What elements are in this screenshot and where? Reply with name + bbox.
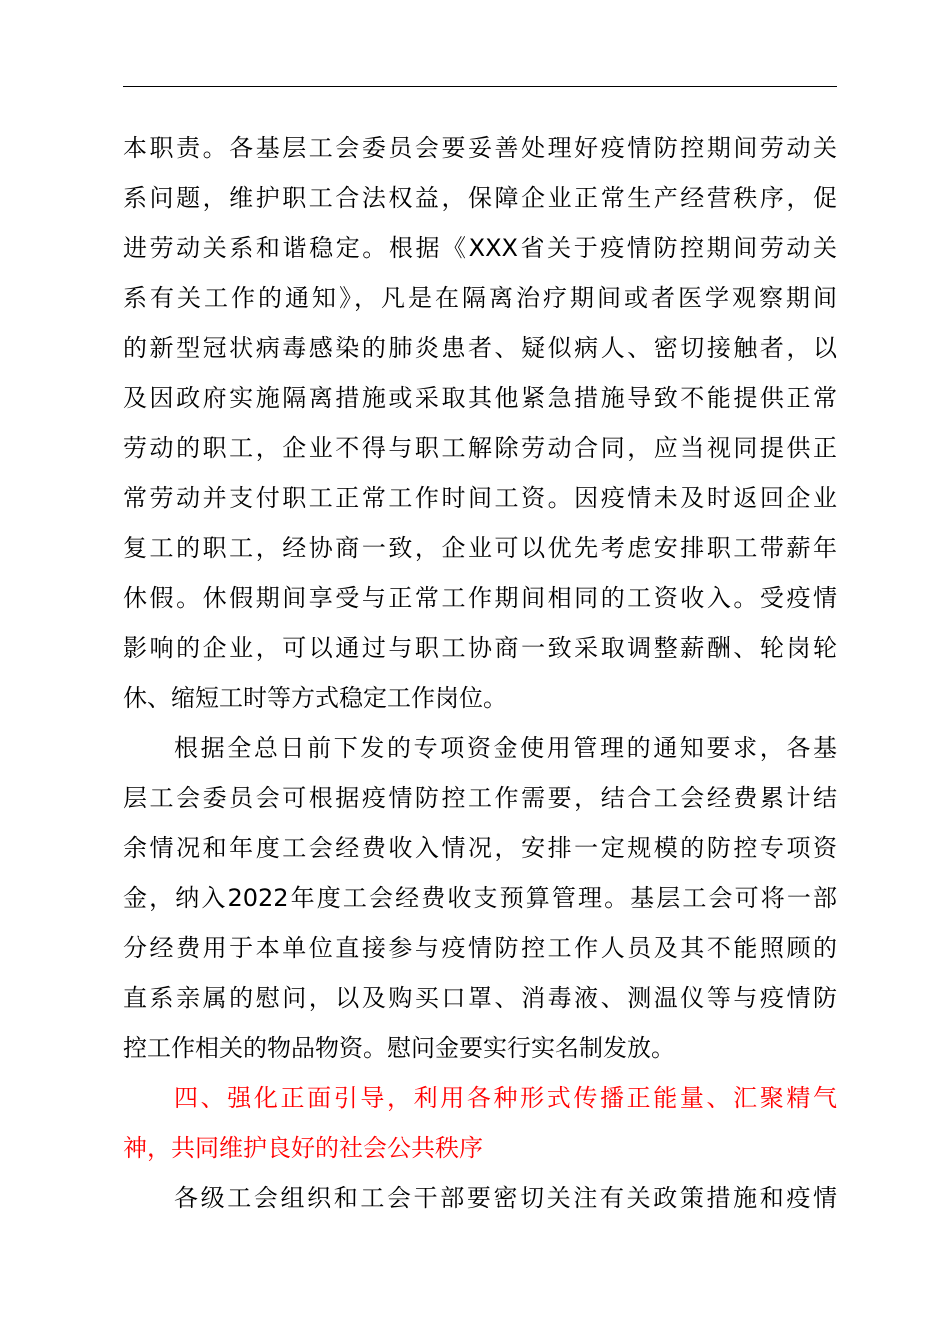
header-rule — [123, 86, 837, 87]
body-line: 层工会委员会可根据疫情防控工作需要，结合工会经费累计结 — [123, 784, 837, 812]
body-line: 直系亲属的慰问，以及购买口罩、消毒液、测温仪等与疫情防 — [123, 984, 837, 1012]
body-line: 常劳动并支付职工正常工作时间工资。因疫情未及时返回企业 — [123, 484, 837, 512]
body-line: 休假。休假期间享受与正常工作期间相同的工资收入。受疫情 — [123, 584, 837, 612]
body-line: 本职责。各基层工会委员会要妥善处理好疫情防控期间劳动关 — [123, 134, 837, 162]
body-line: 根据全总日前下发的专项资金使用管理的通知要求，各基 — [174, 734, 837, 762]
section-heading: 四、强化正面引导，利用各种形式传播正能量、汇聚精气 — [174, 1084, 837, 1112]
body-line: 进劳动关系和谐稳定。根据《XXX省关于疫情防控期间劳动关 — [123, 234, 837, 262]
body-line: 劳动的职工，企业不得与职工解除劳动合同，应当视同提供正 — [123, 434, 837, 462]
body-line: 金，纳入2022年度工会经费收支预算管理。基层工会可将一部 — [123, 884, 837, 912]
body-line: 分经费用于本单位直接参与疫情防控工作人员及其不能照顾的 — [123, 934, 837, 962]
body-line: 控工作相关的物品物资。慰问金要实行实名制发放。 — [123, 1034, 675, 1062]
body-line: 余情况和年度工会经费收入情况，安排一定规模的防控专项资 — [123, 834, 837, 862]
body-line: 系问题，维护职工合法权益，保障企业正常生产经营秩序，促 — [123, 184, 837, 212]
section-heading: 神，共同维护良好的社会公共秩序 — [123, 1134, 483, 1162]
body-line: 系有关工作的通知》，凡是在隔离治疗期间或者医学观察期间 — [123, 284, 837, 312]
body-line: 休、缩短工时等方式稳定工作岗位。 — [123, 684, 507, 712]
body-line: 及因政府实施隔离措施或采取其他紧急措施导致不能提供正常 — [123, 384, 837, 412]
body-line: 的新型冠状病毒感染的肺炎患者、疑似病人、密切接触者，以 — [123, 334, 837, 362]
body-line: 各级工会组织和工会干部要密切关注有关政策措施和疫情 — [174, 1184, 837, 1212]
body-line: 影响的企业，可以通过与职工协商一致采取调整薪酬、轮岗轮 — [123, 634, 837, 662]
body-line: 复工的职工，经协商一致，企业可以优先考虑安排职工带薪年 — [123, 534, 837, 562]
